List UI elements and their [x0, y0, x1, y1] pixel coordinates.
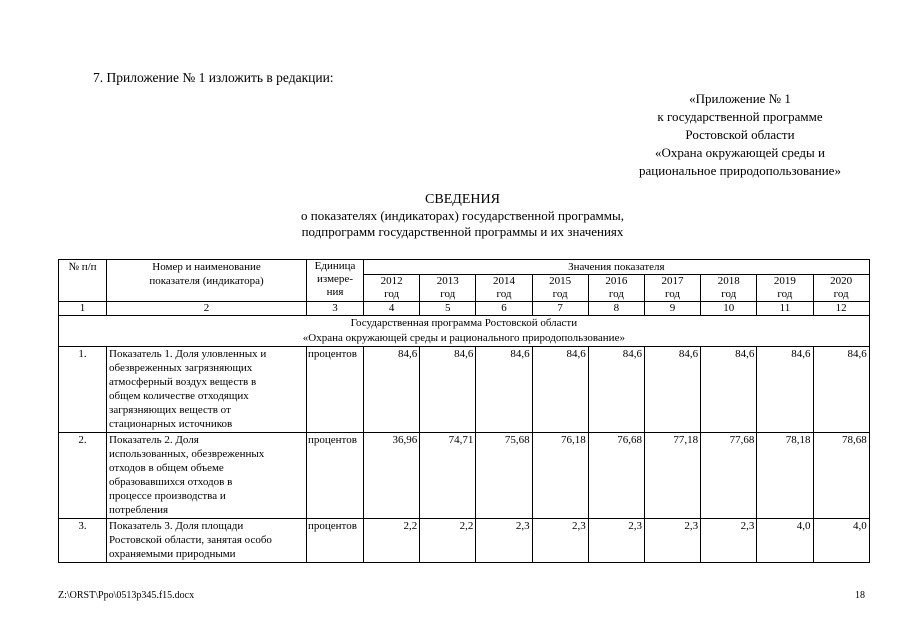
row-number: 1. — [59, 347, 107, 433]
heading-title: СВЕДЕНИЯ — [425, 192, 500, 207]
indicators-table — [58, 259, 870, 563]
program-line: Государственная программа Ростовской области — [350, 317, 578, 329]
appendix-line: к государственной программе — [657, 109, 823, 124]
indicator-value: 84,6 — [532, 347, 588, 433]
indicator-value: 4,0 — [813, 519, 869, 563]
header-unit — [307, 260, 364, 302]
document-heading — [200, 192, 725, 240]
appendix-header — [590, 90, 890, 180]
header-text: Единица — [314, 260, 356, 272]
header-number: № п/п — [59, 260, 107, 302]
column-number: 4 — [364, 302, 420, 316]
column-number-row — [59, 302, 870, 316]
appendix-line: Ростовской области — [685, 127, 795, 142]
indicator-value: 76,68 — [588, 433, 644, 519]
indicator-name: Показатель 3. Доля площади Ростовской области, занятая особо охраняемыми природными — [107, 519, 307, 563]
indicator-value: 84,6 — [588, 347, 644, 433]
indicator-unit: процентов — [307, 519, 364, 563]
row-number: 3. — [59, 519, 107, 563]
indicator-value: 2,3 — [644, 519, 700, 563]
header-year: 2014 год — [476, 275, 532, 302]
column-number: 8 — [588, 302, 644, 316]
appendix-line: рациональное природопользование» — [639, 163, 841, 178]
heading-line: о показателях (индикаторах) государственной программы, — [301, 208, 624, 223]
indicator-value: 84,6 — [757, 347, 813, 433]
indicator-value: 2,3 — [532, 519, 588, 563]
indicator-value: 2,2 — [420, 519, 476, 563]
header-indicator-name — [107, 260, 307, 302]
indicator-value: 36,96 — [364, 433, 420, 519]
indicator-value: 2,3 — [588, 519, 644, 563]
indicator-value: 77,68 — [701, 433, 757, 519]
indicator-name: Показатель 1. Доля уловленных и обезвреженных загрязняющих атмосферный воздух веществ в общем количестве отходящих загрязняющих веществ от стационарных источников — [107, 347, 307, 433]
indicator-unit: процентов — [307, 347, 364, 433]
indicator-value: 76,18 — [532, 433, 588, 519]
indicator-value: 2,3 — [476, 519, 532, 563]
indicator-name: Показатель 2. Доля использованных, обезвреженных отходов в общем объеме образовавшихся отходов в процессе производства и потребления — [107, 433, 307, 519]
indicator-value: 4,0 — [757, 519, 813, 563]
indicator-value: 75,68 — [476, 433, 532, 519]
column-number: 5 — [420, 302, 476, 316]
column-number: 10 — [701, 302, 757, 316]
header-text: ния — [326, 286, 344, 298]
header-year: 2015 год — [532, 275, 588, 302]
column-number: 7 — [532, 302, 588, 316]
header-text: измере- — [317, 273, 353, 285]
column-number: 6 — [476, 302, 532, 316]
appendix-line: «Охрана окружающей среды и — [655, 145, 825, 160]
program-line: «Охрана окружающей среды и рационального природопользование» — [302, 332, 625, 344]
indicator-unit: процентов — [307, 433, 364, 519]
footer-file-path: Z:\ORST\Ppo\0513p345.f15.docx — [58, 590, 195, 601]
table-row — [59, 519, 870, 563]
indicator-value: 2,2 — [364, 519, 420, 563]
table-row — [59, 433, 870, 519]
indicator-value: 2,3 — [701, 519, 757, 563]
column-number: 11 — [757, 302, 813, 316]
header-text: показателя (индикатора) — [149, 275, 264, 287]
program-title — [59, 316, 870, 347]
indicator-value: 84,6 — [813, 347, 869, 433]
header-year: 2013 год — [420, 275, 476, 302]
indicator-value: 84,6 — [420, 347, 476, 433]
amendment-intro: 7. Приложение № 1 изложить в редакции: — [93, 70, 334, 85]
program-row — [59, 316, 870, 347]
header-values: Значения показателя — [364, 260, 870, 275]
table-header-row — [59, 260, 870, 275]
indicator-value: 84,6 — [364, 347, 420, 433]
row-number: 2. — [59, 433, 107, 519]
header-year: 2019 год — [757, 275, 813, 302]
header-text: Номер и наименование — [152, 261, 261, 273]
column-number: 1 — [59, 302, 107, 316]
footer-page-number: 18 — [855, 590, 865, 601]
column-number: 12 — [813, 302, 869, 316]
column-number: 3 — [307, 302, 364, 316]
indicator-value: 84,6 — [701, 347, 757, 433]
appendix-line: «Приложение № 1 — [689, 91, 791, 106]
indicator-value: 78,68 — [813, 433, 869, 519]
header-year: 2020 год — [813, 275, 869, 302]
indicator-value: 78,18 — [757, 433, 813, 519]
header-year: 2016 год — [588, 275, 644, 302]
header-year: 2018 год — [701, 275, 757, 302]
indicator-value: 84,6 — [476, 347, 532, 433]
column-number: 9 — [644, 302, 700, 316]
heading-line: подпрограмм государственной программы и их значениях — [301, 224, 624, 239]
indicator-value: 84,6 — [644, 347, 700, 433]
header-year: 2012 год — [364, 275, 420, 302]
header-year: 2017 год — [644, 275, 700, 302]
table-row — [59, 347, 870, 433]
indicator-value: 74,71 — [420, 433, 476, 519]
column-number: 2 — [107, 302, 307, 316]
indicator-value: 77,18 — [644, 433, 700, 519]
